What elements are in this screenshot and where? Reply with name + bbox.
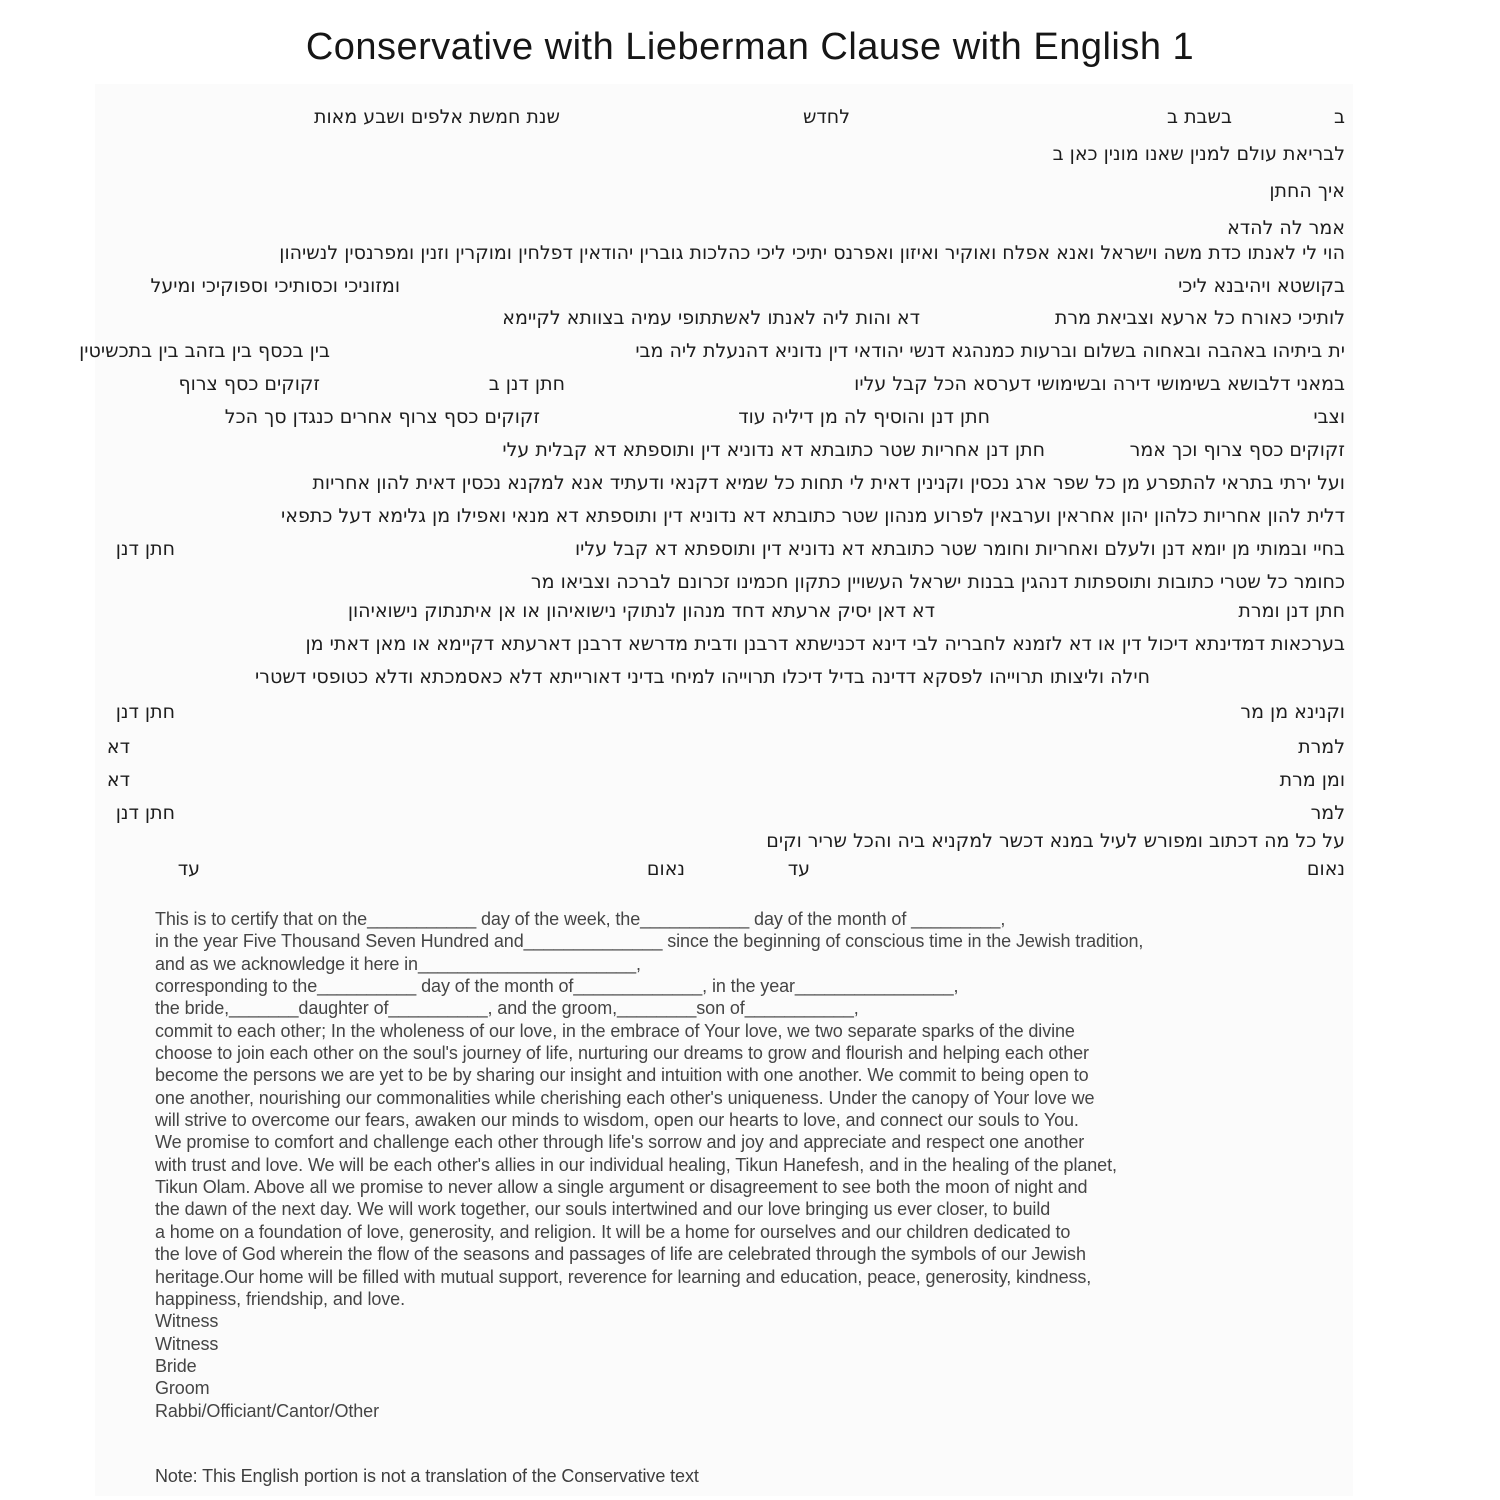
hebrew-line-segment: חתן דנן אחריות שטר כתובתא דא נדוניא דין ותוספתא דא קבלית עלי	[502, 439, 1045, 461]
hebrew-line	[100, 736, 1345, 763]
hebrew-line	[100, 106, 1345, 133]
hebrew-line	[100, 242, 1345, 269]
hebrew-line-segment: חתן דנן	[115, 802, 175, 824]
english-line: and as we acknowledge it here in______________________,	[155, 953, 641, 974]
hebrew-line	[100, 217, 1345, 244]
hebrew-line-segment: ית ביתיהו באהבה ובאחוה בשלום וברעות כמנהגא דנשי יהודאי דין נדוניא דהנעלת ליה מבי	[635, 340, 1345, 362]
hebrew-line-segment: עד	[177, 858, 200, 880]
hebrew-line-segment: במאני דלבושא בשימושי דירה ובשימושי דערסא הכל קבל עליו	[854, 373, 1345, 395]
signature-labels	[155, 1310, 1275, 1422]
hebrew-line	[100, 472, 1345, 499]
hebrew-line-segment: דלית להון אחריות כלהון יהון אחראין וערבאין לפרוע מנהון שטר כתובתא דא נדוניא דין ותוספתא דא מנאי ואפילו מן גלימא דעל כתפאי	[281, 505, 1345, 527]
hebrew-line	[100, 666, 1345, 693]
hebrew-line-segment: בערכאות דמדינתא דיכול דין או דא לזמנא לחבריה לבי דינא דכנישתא דרבנן ודבית מדרשא דרבנן דארעתא דקיימא או מאן דאתי מן	[305, 633, 1345, 655]
english-line: will strive to overcome our fears, awaken our minds to wisdom, open our hearts to love, and connect our souls to You.	[155, 1110, 1079, 1131]
hebrew-line-segment: ומן מרת	[1279, 769, 1345, 791]
english-line: We promise to comfort and challenge each other through life's sorrow and joy and appreciate and respect one another	[155, 1132, 1085, 1153]
hebrew-line	[100, 802, 1345, 829]
english-line: This is to certify that on the___________ day of the week, the___________ day of the month of _________,	[155, 909, 1006, 929]
english-line: corresponding to the__________ day of the month of_____________, in the year________________,	[155, 976, 959, 997]
hebrew-line-segment: בחיי ובמותי מן יומא דנן ולעלם ואחריות וחומר שטר כתובתא דא נדוניא דין ותוספתא דא קבל עליו	[574, 538, 1345, 560]
hebrew-line-segment: הוי לי לאנתו כדת משה וישראל ואנא אפלח ואוקיר ואיזון ואפרנס יתיכי ליכי כהלכות גוברין יהודאין דפלחין ומוקרין וזנין ומפרנסין לנשיהון	[279, 242, 1345, 264]
hebrew-line-segment: חתן דנן והוסיף לה מן דיליה עוד	[738, 406, 990, 428]
hebrew-line-segment: בשבת ב	[1167, 106, 1232, 128]
hebrew-line-segment: זקוקים כסף צרוף	[178, 373, 320, 395]
hebrew-line-segment: אמר לה להדא	[1227, 217, 1345, 239]
hebrew-line-segment: לבריאת עולם למנין שאנו מונין כאן ב	[1052, 143, 1345, 165]
hebrew-line	[100, 143, 1345, 170]
hebrew-line	[100, 571, 1345, 598]
hebrew-line-segment: למרת	[1298, 736, 1345, 758]
signature-label: Groom	[155, 1378, 210, 1399]
hebrew-line-segment: חתן דנן ב	[488, 373, 565, 395]
hebrew-line-segment: כחומר כל שטרי כתובות ותוספתות דנהגין בבנות ישראל העשויין כתקון חכמינו זכרונם לברכה וצביאו מר	[530, 571, 1345, 593]
hebrew-line-segment: ועל ירתי בתראי להתפרע מן כל שפר ארג נכסין וקנינין דאית לי תחות כל שמיא דקנאי ודעתיד אנא למקנא נכסין דאית להון אחריות	[312, 472, 1345, 494]
english-line: become the persons we are yet to be by sharing our insight and intuition with one another. We commit to being open to	[155, 1065, 1089, 1086]
hebrew-line	[100, 439, 1345, 466]
hebrew-line-segment: בקושטא ויהיבנא ליכי	[1178, 275, 1345, 297]
english-line: commit to each other; In the wholeness of our love, in the embrace of Your love, we two separate sparks of the divine	[155, 1020, 1075, 1041]
signature-label: Bride	[155, 1355, 197, 1376]
english-line: choose to join each other on the soul's journey of life, nurturing our dreams to grow and flourish and helping each other	[155, 1043, 1089, 1064]
hebrew-line	[100, 858, 1345, 885]
hebrew-line	[100, 275, 1345, 302]
hebrew-line-segment: דא דאן יסיק ארעתא דחד מנהון לנתוקי נישואיהון או אן איתנתוק נישואיהון	[347, 600, 935, 622]
hebrew-line	[100, 307, 1345, 334]
hebrew-line-segment: נאום	[1306, 858, 1345, 880]
hebrew-line-segment: דא והות ליה לאנתו לאשתתופי עמיה בצוותא לקיימא	[502, 307, 920, 329]
english-certification-text	[155, 908, 1275, 1310]
translation-note: Note: This English portion is not a translation of the Conservative text	[155, 1466, 699, 1486]
hebrew-line-segment: על כל מה דכתוב ומפורש לעיל במנא דכשר למקניא ביה והכל שריר וקים	[766, 830, 1345, 852]
signature-label: Rabbi/Officiant/Cantor/Other	[155, 1400, 379, 1421]
hebrew-line-segment: לחדש	[802, 106, 850, 128]
hebrew-line	[100, 538, 1345, 565]
hebrew-line	[79, 340, 1345, 367]
signature-label: Witness	[155, 1333, 219, 1354]
hebrew-line-segment: חתן דנן	[115, 538, 175, 560]
english-line: the love of God wherein the flow of the seasons and passages of life are celebrated through the symbols of our Jewish	[155, 1244, 1086, 1265]
hebrew-line	[100, 769, 1345, 796]
hebrew-line-segment: חתן דנן	[115, 701, 175, 723]
english-line: a home on a foundation of love, generosity, and religion. It will be a home for ourselves and our children dedicated to	[155, 1221, 1071, 1242]
hebrew-line-segment: ב	[1334, 106, 1345, 128]
hebrew-line-segment: איך החתן	[1269, 180, 1345, 202]
english-line: one another, nourishing our commonalities while cherishing each other's uniqueness. Under the canopy of Your love we	[155, 1087, 1095, 1108]
hebrew-line	[100, 701, 1345, 728]
page-title: Conservative with Lieberman Clause with English 1	[305, 26, 1195, 68]
hebrew-line-segment: בין בכסף בין בזהב בין בתכשיטין	[79, 340, 330, 362]
hebrew-line-segment: חתן דנן ומרת	[1238, 600, 1345, 622]
hebrew-line-segment: זקוקים כסף צרוף אחרים כנגדן סך הכל	[224, 406, 540, 428]
hebrew-line-segment: ומזוניכי וכסותיכי וספוקיכי ומיעל	[150, 275, 400, 297]
hebrew-line	[100, 406, 1345, 433]
hebrew-line-segment: שנת חמשת אלפים ושבע מאות	[314, 106, 560, 128]
english-line: happiness, friendship, and love.	[155, 1288, 405, 1309]
hebrew-line-segment: דא	[106, 769, 130, 791]
hebrew-line-segment: לותיכי כאורח כל ארעא וצביאת מרת	[1054, 307, 1345, 329]
hebrew-line-segment: וצבי	[1313, 406, 1345, 428]
english-line: Tikun Olam. Above all we promise to never allow a single argument or disagreement to see both the moon of night and	[155, 1177, 1088, 1198]
english-text-block	[155, 908, 1275, 1422]
hebrew-line	[100, 505, 1345, 532]
english-line: the dawn of the next day. We will work together, our souls intertwined and our love bringing us ever closer, to build	[155, 1199, 1051, 1220]
hebrew-line-segment: עד	[787, 858, 810, 880]
hebrew-line	[100, 633, 1345, 660]
hebrew-line-segment: דא	[106, 736, 130, 758]
english-line: with trust and love. We will be each other's allies in our individual healing, Tikun Hanefesh, and in the healing of the planet,	[155, 1154, 1117, 1175]
hebrew-line	[100, 600, 1345, 627]
hebrew-line-segment: חילה וליצותו תרוייהו לפסקא דדינה בדיל דיכלו תרוייהו למיחי בדיני דאורייתא דלא כאסמכתא ודלא כטופסי דשטרי	[255, 666, 1150, 688]
english-line: heritage.Our home will be filled with mutual support, reverence for learning and education, peace, generosity, kindness,	[155, 1266, 1092, 1287]
hebrew-line	[100, 180, 1345, 207]
hebrew-line-segment: וקנינא מן מר	[1240, 701, 1345, 723]
hebrew-line-segment: נאום	[646, 858, 685, 880]
english-line: in the year Five Thousand Seven Hundred and______________ since the beginning of conscious time in the Jewish tradition,	[155, 931, 1144, 952]
hebrew-line-segment: למר	[1310, 802, 1345, 824]
hebrew-line	[100, 373, 1345, 400]
hebrew-line	[100, 830, 1345, 857]
hebrew-text-block	[79, 0, 1345, 905]
english-line: the bride,_______daughter of__________, and the groom,________son of___________,	[155, 998, 859, 1019]
hebrew-line-segment: זקוקים כסף צרוף וכך אמר	[1129, 439, 1345, 461]
signature-label: Witness	[155, 1311, 219, 1332]
